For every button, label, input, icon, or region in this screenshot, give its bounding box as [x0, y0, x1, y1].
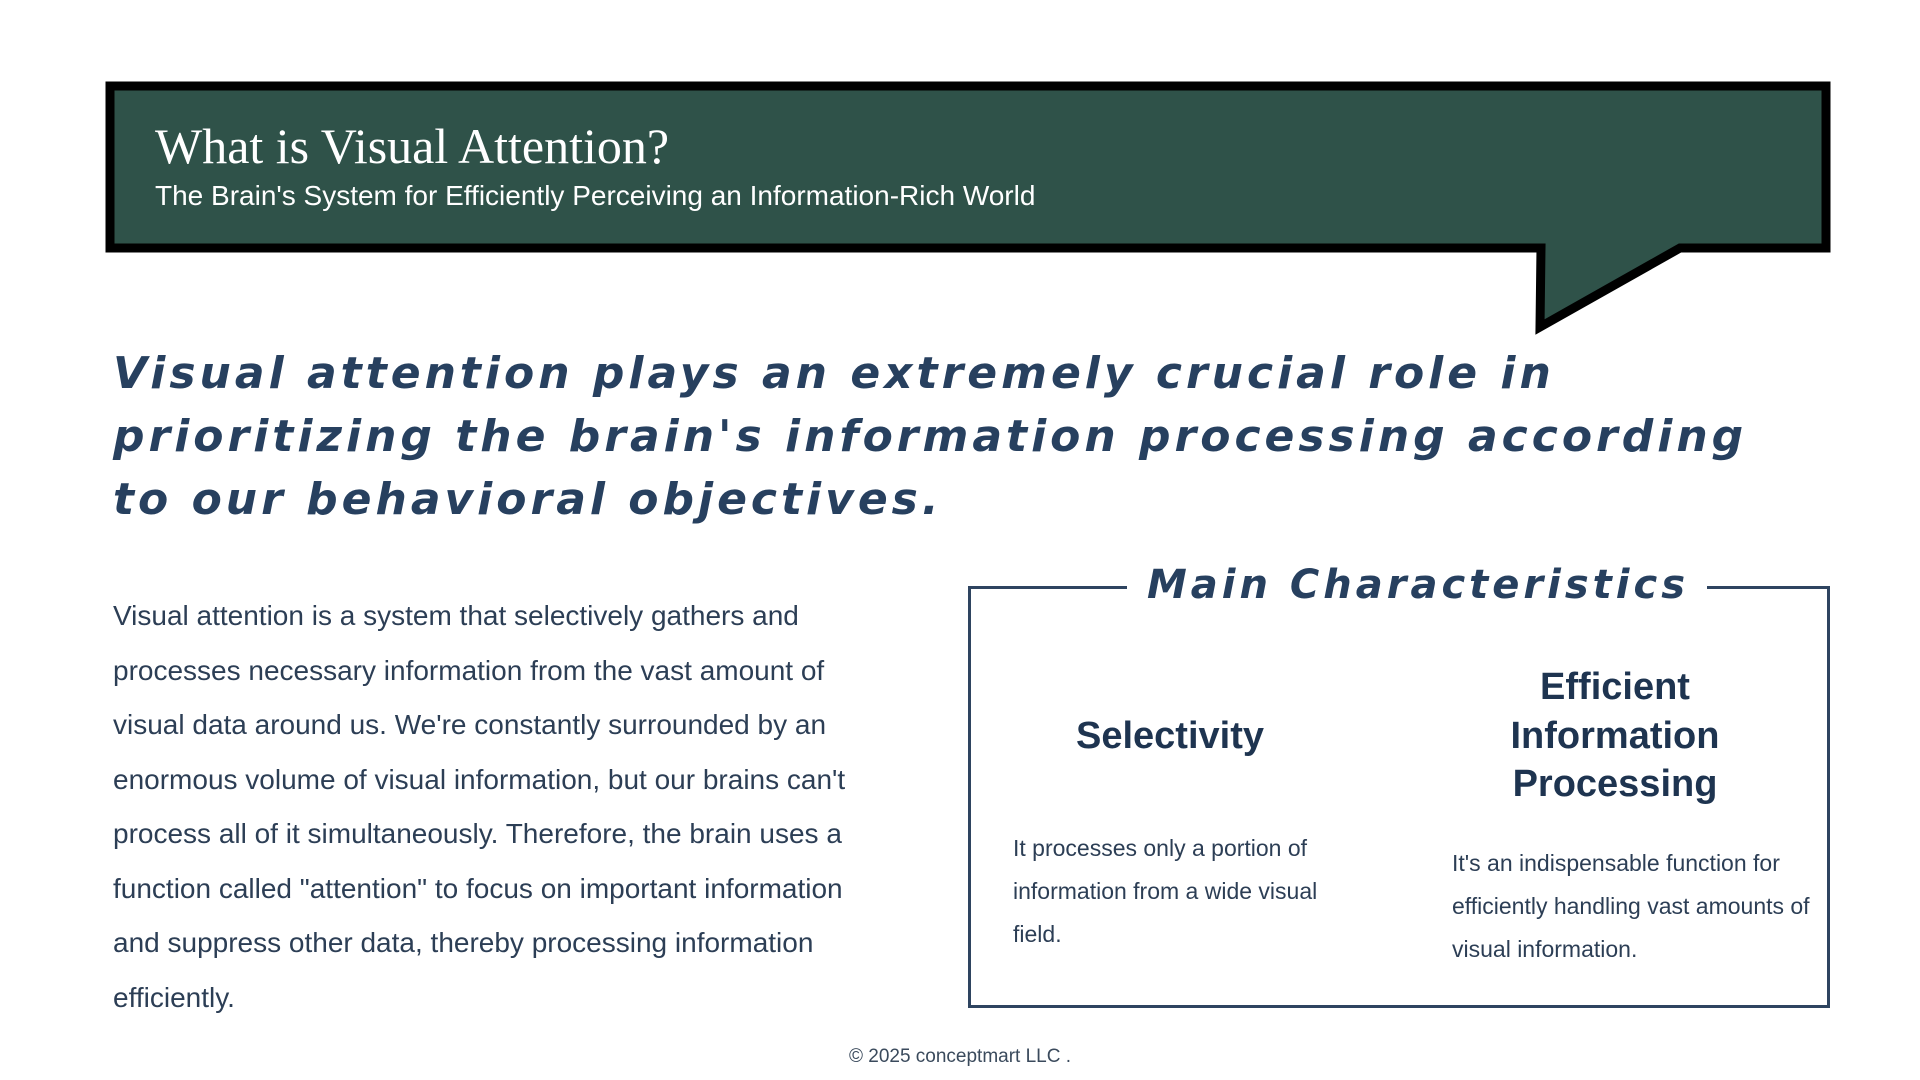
characteristics-heading: Main Characteristics — [1127, 560, 1707, 610]
characteristic-description-selectivity: It processes only a portion of information from a wide visual field. — [1013, 835, 1318, 947]
characteristic-title-selectivity: Selectivity — [1076, 715, 1264, 757]
page-subtitle: The Brain's System for Efficiently Perceiving an Information-Rich World — [155, 180, 1036, 211]
characteristic-title-efficient-processing: Efficient Information Processing — [1510, 666, 1720, 805]
header-banner — [0, 0, 1920, 340]
lead-statement: Visual attention plays an extremely crucial role in prioritizing the brain's information processing according to our behavioral objectives. — [113, 348, 1748, 525]
characteristic-description-efficient-processing: It's an indispensable function for efficiently handling vast amounts of visual information. — [1452, 850, 1810, 962]
page-title: What is Visual Attention? — [155, 118, 670, 174]
copyright-footer: © 2025 conceptmart LLC . — [848, 1046, 1072, 1067]
body-paragraph: Visual attention is a system that selectively gathers and processes necessary information from the vast amount of visual data around us. We're constantly surrounded by an enormous volume of visual information, but our brains can't process all of it simultaneously. Therefore, the brain uses a function called "attention" to focus on important information and suppress other data, thereby processing information efficiently. — [113, 600, 846, 1013]
